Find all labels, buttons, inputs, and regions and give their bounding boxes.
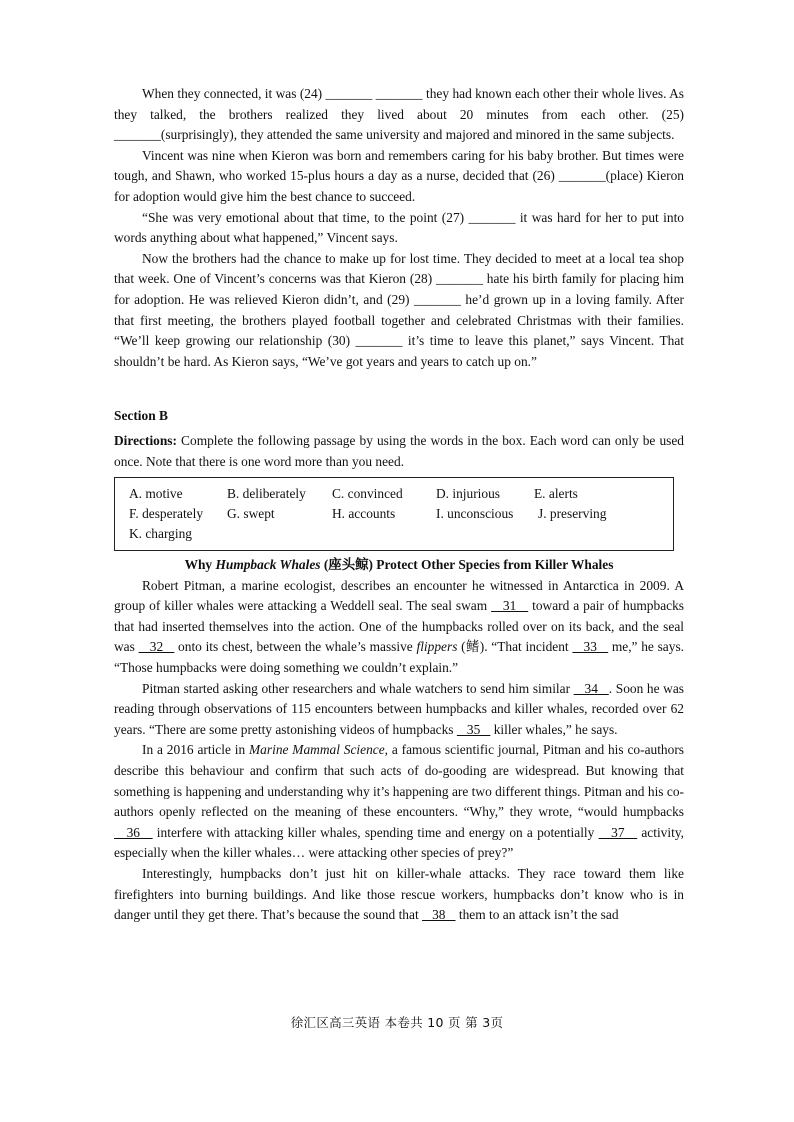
word-box-row bbox=[129, 524, 673, 544]
passage-b-paragraph-4: Interestingly, humpbacks don’t just hit on killer-whale attacks. They race toward them like firefighters into burning buildings. And like those rescue workers, humpbacks don’t know who is in danger until they get there. That’s because the sound that 38 them to an attack isn’t the sad bbox=[114, 866, 684, 923]
page-footer: 徐汇区高三英语 本卷共 10 页 第 3页 bbox=[290, 1015, 504, 1030]
passage-paragraph-27: “She was very emotional about that time, to the point (27) _______ it was hard for her to put into words anything about what happened,” Vincent says. bbox=[114, 209, 684, 246]
document-page bbox=[114, 84, 684, 926]
passage-title: Why Humpback Whales (座头鲸) Protect Other Species from Killer Whales bbox=[184, 557, 614, 573]
blank-33: 33 bbox=[572, 639, 609, 655]
section-b-heading: Section B bbox=[114, 408, 168, 424]
option-e: E. alerts bbox=[534, 486, 578, 502]
blank-35: 35 bbox=[456, 721, 491, 737]
blank-37: 37 bbox=[598, 824, 638, 840]
option-a: A. motive bbox=[129, 486, 183, 502]
blank-36: 36 bbox=[114, 824, 153, 840]
blank-38: 38 bbox=[422, 907, 456, 923]
option-f: F. desperately bbox=[129, 506, 204, 522]
passage-b-paragraph-3: In a 2016 article in Marine Mammal Science, a famous scientific journal, Pitman and his co-authors describe this behaviour and confirm that such acts of do-gooding are widespread. But knowing that something is happening and understanding why it’s happening are two different things. Pitman and his co-authors openly reflected on the meaning of these encounters. “Why,” they wrote, “would humpbacks 36 interfere with attacking killer whales, spending time and energy on a potentially 37 activity, especially when the killer whales… were attacking other species of prey?” bbox=[114, 742, 684, 861]
option-k: K. charging bbox=[129, 526, 192, 542]
option-g: G. swept bbox=[227, 506, 275, 522]
option-i: I. unconscious bbox=[436, 506, 514, 522]
word-box bbox=[114, 477, 674, 551]
option-d: D. injurious bbox=[436, 486, 500, 502]
blank-32: 32 bbox=[138, 639, 175, 655]
directions-label: Directions: bbox=[114, 432, 177, 448]
title-italic: Humpback Whales bbox=[215, 557, 321, 573]
option-b: B. deliberately bbox=[227, 486, 306, 502]
blank-31: 31 bbox=[491, 598, 529, 614]
passage-b-paragraph-2: Pitman started asking other researchers and whale watchers to send him similar 34 . Soon he was reading through observations of 115 encounters between humpbacks and killer whales, recorded over 62 years. “There are some pretty astonishing videos of humpbacks 35 killer whales,” he says. bbox=[114, 680, 684, 737]
option-c: C. convinced bbox=[332, 486, 403, 502]
word-box-row bbox=[129, 484, 673, 504]
option-h: H. accounts bbox=[332, 506, 396, 522]
journal-name: Marine Mammal Science bbox=[249, 742, 385, 758]
blank-34: 34 bbox=[573, 680, 609, 696]
directions bbox=[114, 431, 684, 472]
passage-b-paragraph-1: Robert Pitman, a marine ecologist, describes an encounter he witnessed in Antarctica in 2009. A group of killer whales were attacking a Weddell seal. The seal swam 31 toward a pair of humpbacks that had inserted themselves into the action. One of the humpbacks rolled over on its back, and the seal was 32 onto its chest, between the whale’s massive flippers (鳍). “That incident 33 me,” he says. “Those humpbacks were doing something we couldn’t explain.” bbox=[114, 577, 685, 676]
word-box-row bbox=[129, 504, 673, 524]
passage-paragraph-26: Vincent was nine when Kieron was born and remembers caring for his baby brother. But times were tough, and Shawn, who worked 15-plus hours a day as a nurse, decided that (26) _______(place) Kieron for adoption would give him the best chance to succeed. bbox=[114, 147, 684, 204]
option-j: J. preserving bbox=[538, 506, 607, 522]
passage-paragraph-24-25: When they connected, it was (24) _______ _______ they had known each other their whole lives. As they talked, the brothers realized they lived about 20 minutes from each other. (25) _______(surprisingly), they attended the same university and majored and minored in the same subjects. bbox=[114, 86, 684, 143]
directions-text: Complete the following passage by using the words in the box. Each word can only be used once. Note that there is one word more than you need. bbox=[114, 432, 684, 469]
passage-paragraph-28-30: Now the brothers had the chance to make up for lost time. They decided to meet at a local tea shop that week. One of Vincent’s concerns was that Kieron (28) _______ hate his birth family for placing him for adoption. He was relieved Kieron didn’t, and (29) _______ he’d grown up in a loving family. After that first meeting, the brothers played football together and celebrated Christmas with their families. “We’ll keep growing our relationship (30) _______ it’s time to leave this planet,” says Vincent. That shouldn’t be hard. As Kieron says, “We’ve got years and years to catch up on.” bbox=[114, 250, 684, 369]
